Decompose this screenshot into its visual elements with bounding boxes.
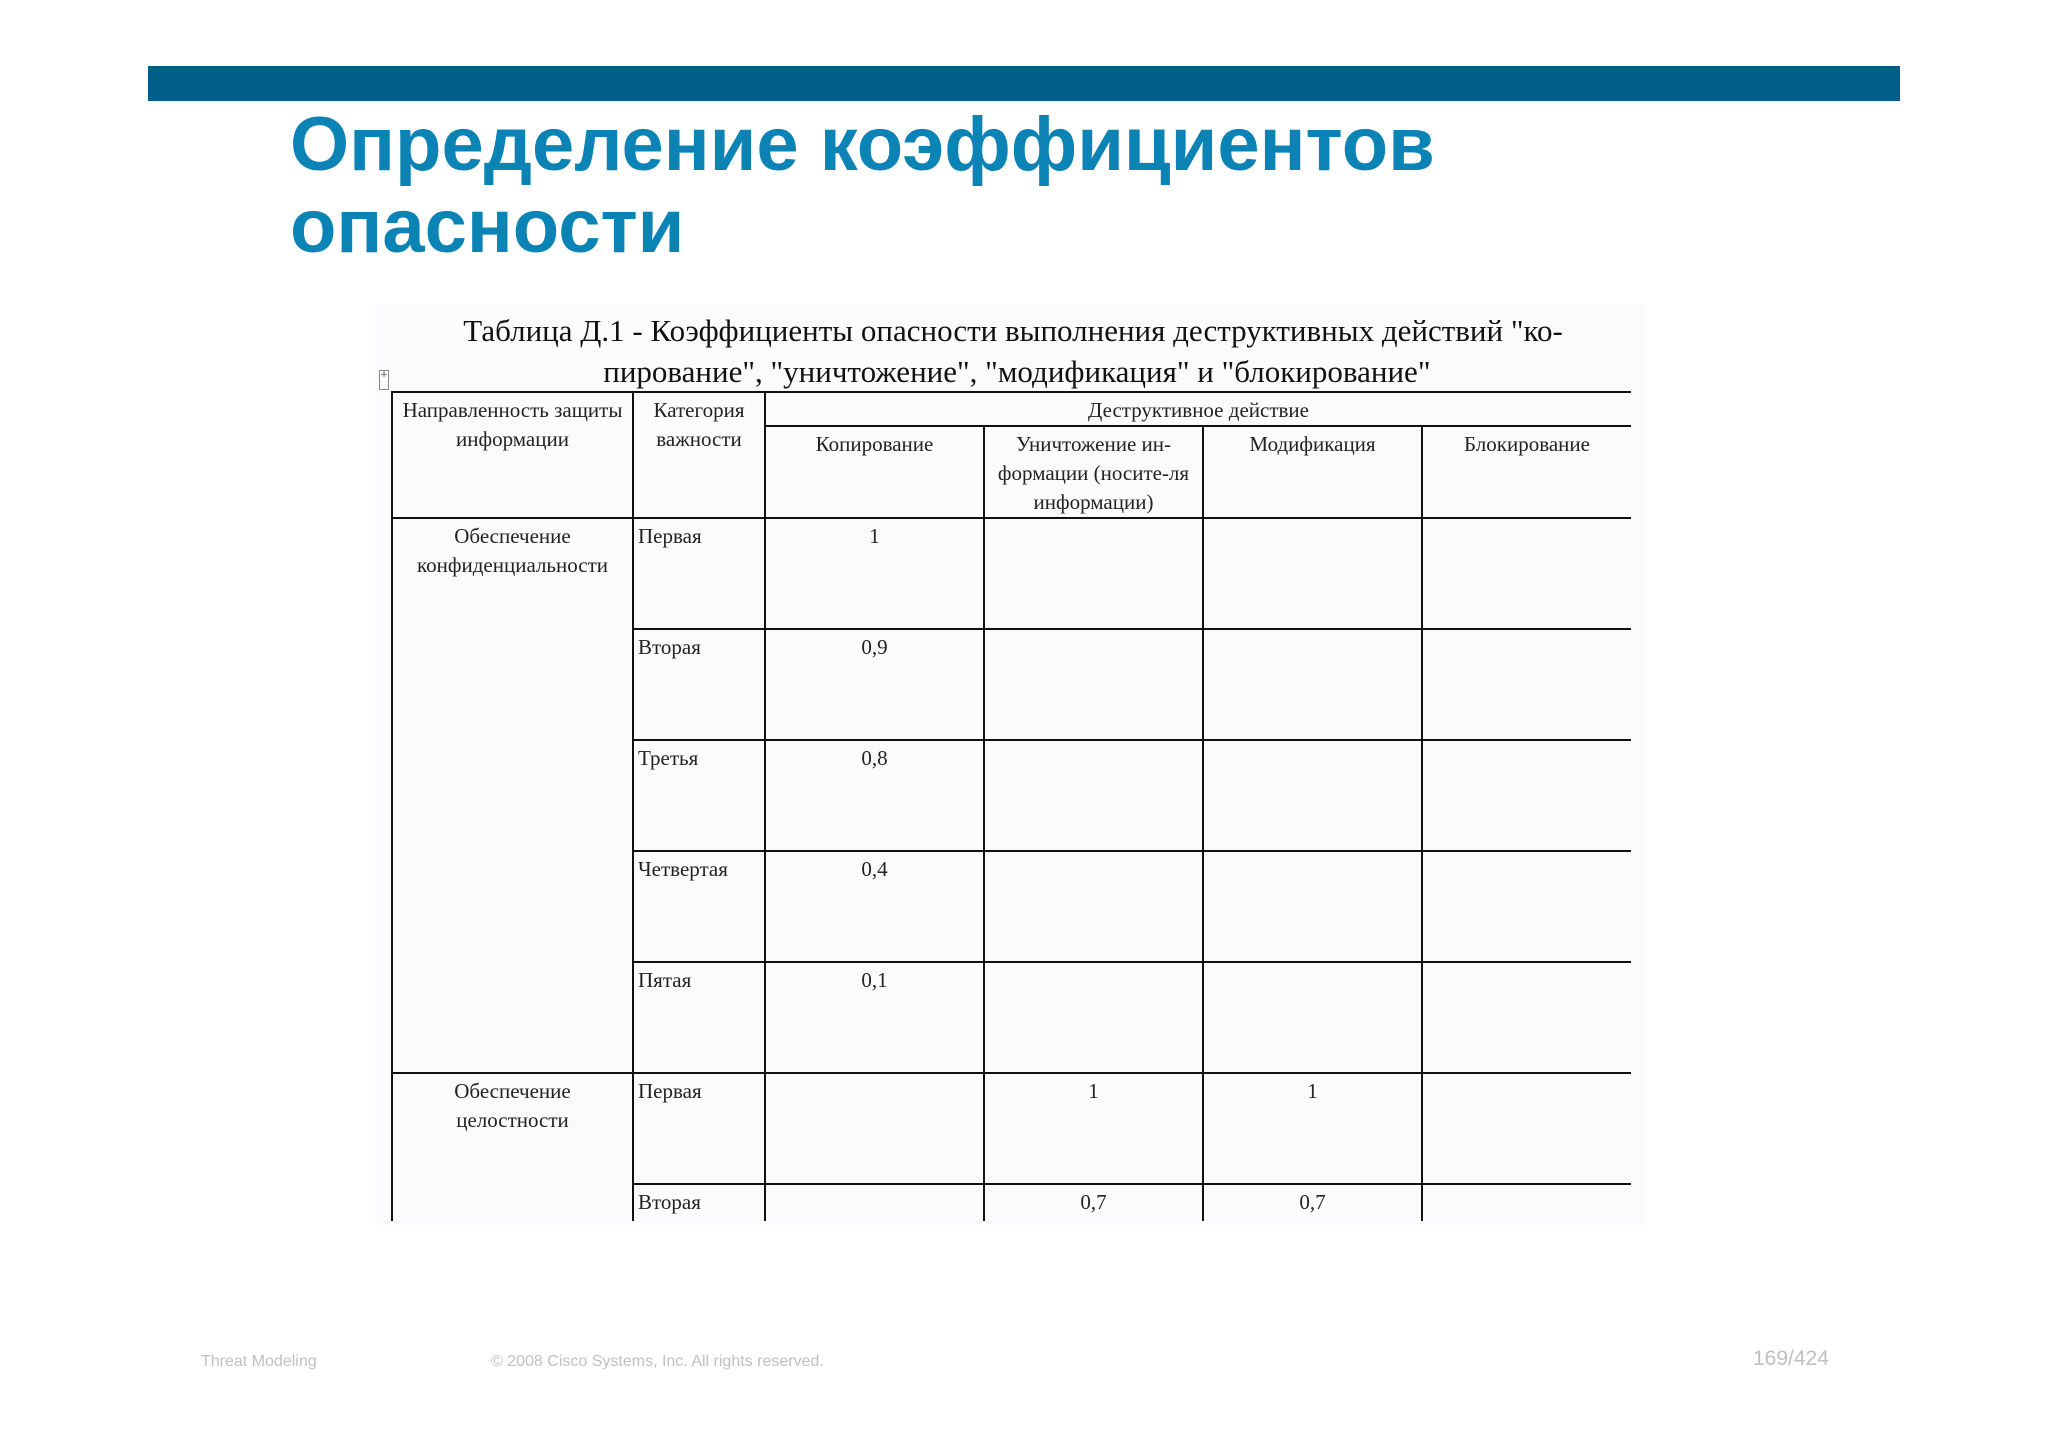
value-cell: 0,7 bbox=[984, 1184, 1203, 1221]
value-cell bbox=[984, 518, 1203, 629]
value-cell bbox=[984, 629, 1203, 740]
value-cell bbox=[1203, 518, 1422, 629]
value-cell bbox=[1422, 629, 1631, 740]
footer-copyright: © 2008 Cisco Systems, Inc. All rights reserved. bbox=[491, 1353, 824, 1370]
page-number: 169/424 bbox=[1753, 1347, 1829, 1370]
footer-course-name: Threat Modeling bbox=[201, 1353, 317, 1370]
category-cell: Первая bbox=[633, 518, 765, 629]
value-cell bbox=[1203, 629, 1422, 740]
slide-title: Определение коэффициентов опасности bbox=[290, 102, 1435, 269]
category-cell: Вторая bbox=[633, 629, 765, 740]
value-cell bbox=[1203, 740, 1422, 851]
category-cell: Первая bbox=[633, 1073, 765, 1184]
coefficient-table bbox=[391, 391, 1631, 1221]
value-cell bbox=[984, 962, 1203, 1073]
category-cell: Вторая bbox=[633, 1184, 765, 1221]
header-bar bbox=[148, 66, 1900, 101]
header-category: Категория важности bbox=[633, 392, 765, 518]
value-cell bbox=[1422, 1184, 1631, 1221]
value-cell: 0,7 bbox=[1203, 1184, 1422, 1221]
table-caption: Таблица Д.1 - Коэффициенты опасности выполнения деструктивных действий "ко- пирование", "уничтожение", "модификация" и "блокирование" bbox=[463, 313, 1563, 389]
anchor-icon: + bbox=[379, 370, 389, 390]
value-cell: 0,9 bbox=[765, 629, 984, 740]
value-cell bbox=[765, 1073, 984, 1184]
value-cell: 1 bbox=[765, 518, 984, 629]
category-cell: Третья bbox=[633, 740, 765, 851]
header-block: Блокирование bbox=[1422, 426, 1631, 518]
header-destructive-action: Деструктивное действие bbox=[765, 392, 1631, 426]
value-cell bbox=[1203, 962, 1422, 1073]
direction-cell: Обеспечение конфиденциальности bbox=[392, 518, 633, 1073]
header-destroy: Уничтожение ин-формации (носите-ля информации) bbox=[984, 426, 1203, 518]
direction-cell: Обеспечение целостности bbox=[392, 1073, 633, 1221]
value-cell bbox=[1422, 851, 1631, 962]
category-cell: Пятая bbox=[633, 962, 765, 1073]
value-cell bbox=[984, 740, 1203, 851]
header-modify: Модификация bbox=[1203, 426, 1422, 518]
value-cell: 1 bbox=[1203, 1073, 1422, 1184]
value-cell bbox=[1422, 962, 1631, 1073]
value-cell bbox=[1422, 518, 1631, 629]
table-row bbox=[392, 1073, 1631, 1184]
value-cell bbox=[984, 851, 1203, 962]
header-direction: Направленность защиты информации bbox=[392, 392, 633, 518]
table-row bbox=[392, 518, 1631, 629]
table-container bbox=[391, 391, 1631, 1221]
value-cell: 0,4 bbox=[765, 851, 984, 962]
value-cell: 1 bbox=[984, 1073, 1203, 1184]
value-cell bbox=[1203, 851, 1422, 962]
value-cell: 0,8 bbox=[765, 740, 984, 851]
header-copy: Копирование bbox=[765, 426, 984, 518]
value-cell bbox=[1422, 1073, 1631, 1184]
value-cell: 0,1 bbox=[765, 962, 984, 1073]
value-cell bbox=[765, 1184, 984, 1221]
value-cell bbox=[1422, 740, 1631, 851]
category-cell: Четвертая bbox=[633, 851, 765, 962]
